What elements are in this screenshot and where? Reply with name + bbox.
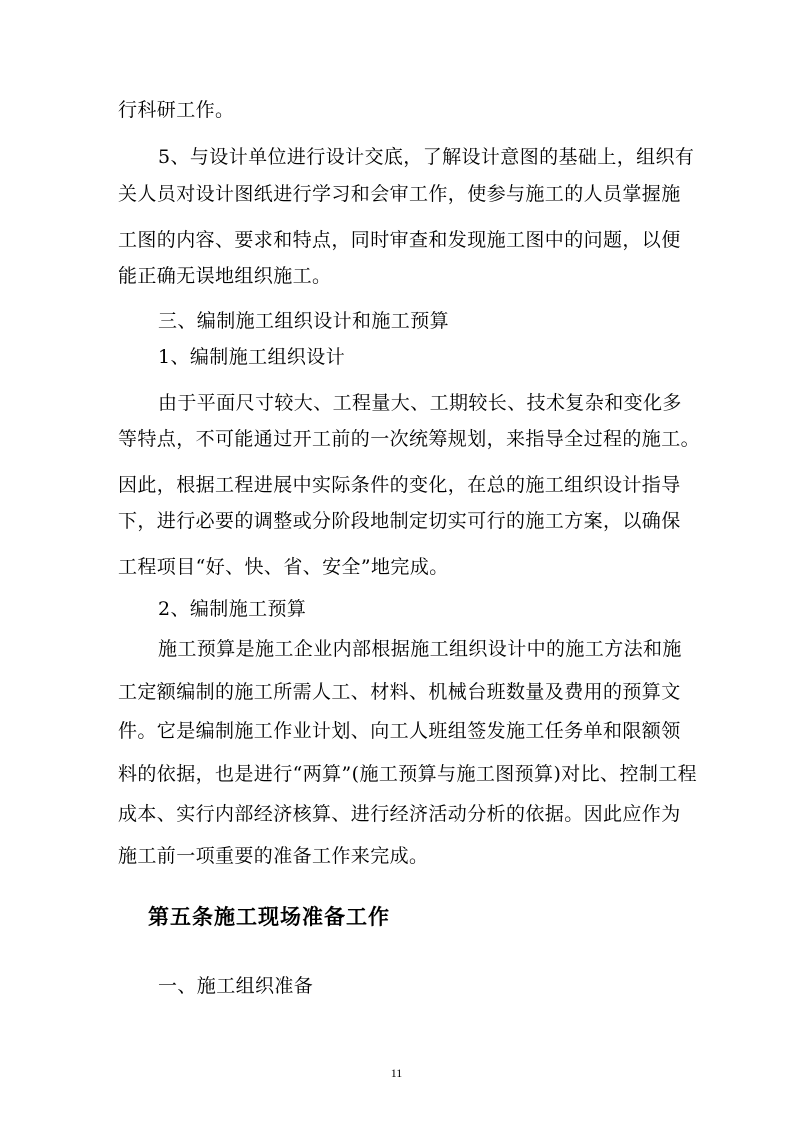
section-heading: 三、编制施工组织设计和施工预算 (158, 310, 450, 332)
page-number: 11 (390, 1066, 403, 1080)
paragraph-line: 由于平面尺寸较大、工程量大、工期较长、技术复杂和变化多 (158, 392, 682, 414)
paragraph-line: 工程项目“好、快、省、安全”地完成。 (118, 556, 449, 578)
paragraph-line: 下，进行必要的调整或分阶段地制定切实可行的施工方案，以确保 (118, 510, 681, 532)
paragraph-line: 行科研工作。 (118, 99, 235, 121)
paragraph-line: 关人员对设计图纸进行学习和会审工作，使参与施工的人员掌握施 (118, 183, 681, 205)
paragraph-line: 工定额编制的施工所需人工、材料、机械台班数量及费用的预算文 (118, 681, 681, 703)
paragraph-line: 成本、实行内部经济核算、进行经济活动分析的依据。因此应作为 (118, 803, 681, 825)
paragraph-line: 工图的内容、要求和特点，同时审查和发现施工图中的问题，以便 (118, 229, 681, 251)
paragraph-line: 件。它是编制施工作业计划、向工人班组签发施工任务单和限额领 (118, 720, 681, 742)
paragraph-line: 5、与设计单位进行设计交底，了解设计意图的基础上，组织有 (158, 146, 695, 168)
paragraph-line: 施工预算是施工企业内部根据施工组织设计中的施工方法和施 (158, 638, 682, 660)
paragraph-line: 施工前一项重要的准备工作来完成。 (118, 845, 429, 867)
paragraph-line: 料的依据，也是进行“两算”(施工预算与施工图预算)对比、控制工程 (118, 763, 698, 785)
paragraph-line: 因此，根据工程进展中实际条件的变化，在总的施工组织设计指导 (118, 474, 681, 496)
subsection-heading: 1、编制施工组织设计 (158, 346, 346, 368)
subsection-heading: 2、编制施工预算 (158, 598, 307, 620)
paragraph-line: 能正确无误地组织施工。 (118, 265, 332, 287)
paragraph-line: 等特点，不可能通过开工前的一次统筹规划，来指导全过程的施工。 (118, 428, 701, 450)
article-subheading: 一、施工组织准备 (158, 975, 314, 997)
article-heading: 第五条施工现场准备工作 (148, 904, 390, 929)
